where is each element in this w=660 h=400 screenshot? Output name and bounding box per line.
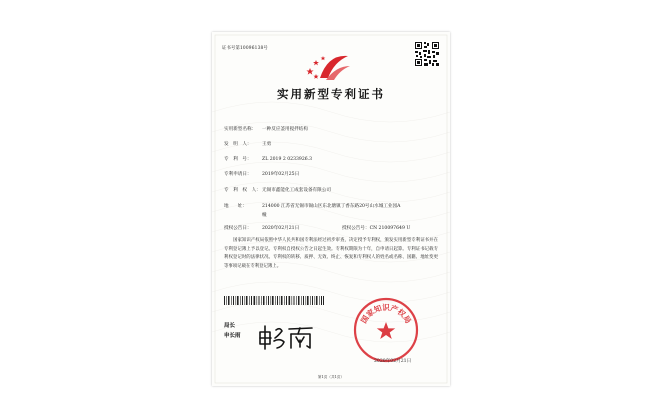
page-title: 实用新型专利证书	[277, 87, 385, 101]
qr-code-icon	[414, 41, 440, 67]
field-label: 地 址：	[224, 204, 247, 209]
seal-text: 国家知识产权局	[359, 303, 413, 325]
certificate-number: 证书号第10096138号	[222, 46, 268, 51]
field-value: ZL 2019 2 0233926.3	[262, 157, 313, 162]
field-row-patentee	[224, 187, 331, 193]
field-label: 专 利 号：	[224, 157, 252, 162]
official-seal-icon	[352, 296, 420, 364]
field-value: 王勇	[262, 142, 272, 147]
seal-date: 2020年02月21日	[374, 359, 412, 364]
field-label: 发 明 人：	[224, 142, 252, 147]
certificate-page	[212, 32, 450, 386]
patent-office-emblem-icon	[306, 48, 352, 84]
field-label: 专 利 权 人：	[224, 188, 261, 193]
page-footer: 第1页（共1页）	[317, 375, 345, 379]
field-row-filing-date	[224, 171, 299, 177]
grant-publication-number: 授权公告号：CN 210097649 U	[342, 226, 411, 231]
field-label: 实用新型名称：	[224, 127, 257, 132]
field-value: 无锡市鑫能化工成套设备有限公司	[262, 188, 331, 193]
signature-title-director: 局长	[224, 323, 236, 329]
barcode-icon	[224, 296, 324, 305]
field-value: 2019年02月25日	[262, 172, 300, 177]
field-value: 214000 江苏省无锡市锡山区东北塘镇丁香东路20号山水城工业园A	[262, 204, 401, 209]
field-label: 授权公告日：	[224, 226, 252, 231]
field-row-patent-number	[224, 156, 312, 162]
field-row-name	[224, 126, 308, 132]
handwritten-signature	[258, 324, 316, 350]
address-continuation: 幢	[262, 213, 267, 218]
field-row-inventor	[224, 141, 271, 147]
field-label: 专利申请日：	[224, 172, 252, 177]
signature-title-name: 申长雨	[224, 333, 241, 339]
field-value: 2020年02月21日	[262, 226, 300, 231]
certificate-statement: 国家知识产权局依照中华人民共和国专利法经过初步审查，决定授予专利权，颁发实用新型专利证书并在专利登记簿上予以登记。专利权自授权公告之日起生效。专利权期限为十年，自申请日起算。专利证书记载专利权登记时的法律状况。专利权的转移、质押、无效、终止、恢复和专利权人的姓名或名称、国籍、地址变更等事项记载在专利登记簿上。	[224, 238, 438, 269]
field-value: 一种反应釜用搅拌结构	[262, 127, 308, 132]
field-row-grant-date	[224, 225, 410, 231]
field-row-address	[224, 203, 400, 209]
